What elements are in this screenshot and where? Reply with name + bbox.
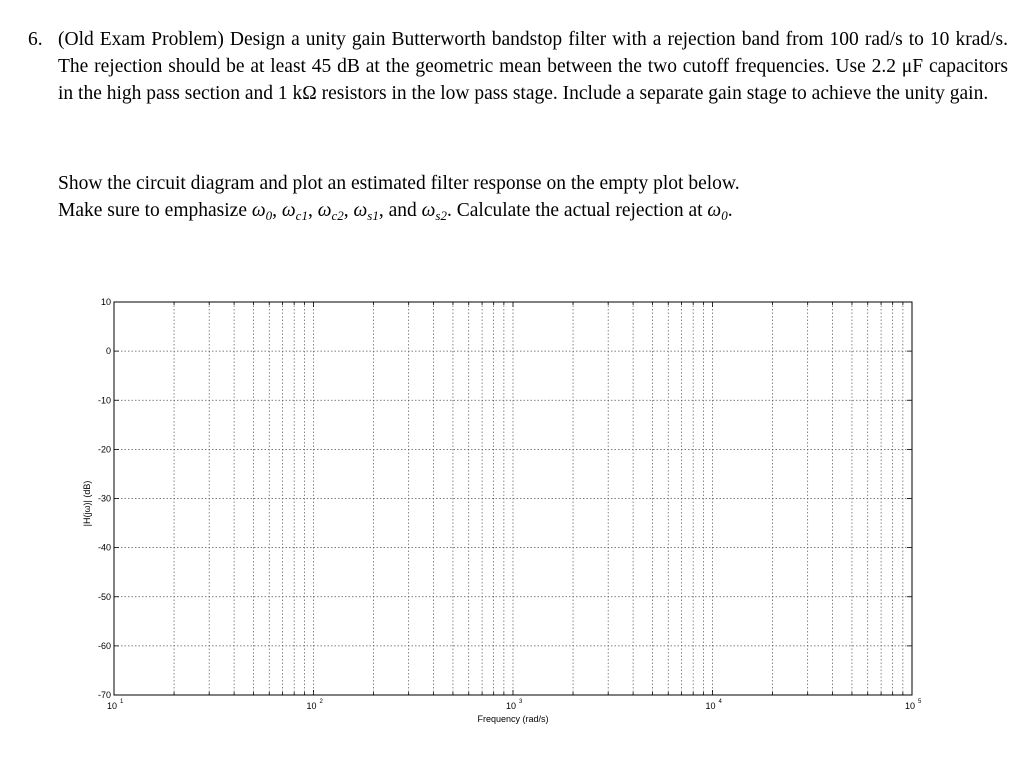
grid-major-lines xyxy=(114,302,912,695)
x-tick-label-exponent: 4 xyxy=(718,699,722,705)
x-tick-label: 10 xyxy=(705,701,716,711)
y-tick-label: -10 xyxy=(97,395,111,406)
y-tick-label: 10 xyxy=(100,297,111,307)
x-tick-labels xyxy=(107,699,922,711)
problem-text: (Old Exam Problem) Design a unity gain Butterworth bandstop filter with a rejection band from 100 rad/s to 10 krad/s. The rejection should be at least 45 dB at the geometric mean between the two cutoff frequencies. Use 2.2 μF capacitors in the high pass section and 1 kΩ resistors in the low pass stage. Include a separate gain stage to achieve the unity gain. xyxy=(58,29,1008,104)
x-tick-label: 10 xyxy=(306,701,317,711)
y-axis-title: |H(jω)| (dB) xyxy=(82,480,92,527)
y-tick-label: -70 xyxy=(97,690,111,700)
problem-number: 6. xyxy=(28,29,43,50)
omega-c2: $\omega_{c2}$ xyxy=(317,200,344,223)
omega-0-final: $\omega_0$ xyxy=(707,200,728,223)
separator-and: , and xyxy=(378,200,422,221)
period: . xyxy=(727,200,733,221)
x-tick-label-exponent: 3 xyxy=(519,699,523,705)
separator: , xyxy=(343,200,354,221)
y-tick-label: -20 xyxy=(97,444,111,455)
x-tick-label-exponent: 1 xyxy=(120,699,124,705)
instruction-line-2-prefix: Make sure to emphasize xyxy=(58,200,252,221)
omega-0: $\omega_0$ xyxy=(251,200,273,223)
y-tick-label: 0 xyxy=(105,346,111,357)
y-tick-label: -40 xyxy=(97,542,111,553)
omega-s1: $\omega_{s1}$ xyxy=(353,200,379,223)
omega-s2: $\omega_{s2}$ xyxy=(421,200,447,223)
separator: , xyxy=(272,200,282,221)
x-tick-label: 10 xyxy=(505,701,517,711)
separator: , xyxy=(307,200,318,221)
instruction-line-2-mid: . Calculate the actual rejection at xyxy=(446,200,708,221)
y-tick-label: -60 xyxy=(97,640,111,651)
x-tick-label: 10 xyxy=(106,701,118,711)
x-tick-label-exponent: 5 xyxy=(918,699,922,705)
omega-c1: $\omega_{c1}$ xyxy=(281,200,308,223)
x-tick-label: 10 xyxy=(904,701,916,711)
instruction-line-1: Show the circuit diagram and plot an estimated filter response on the empty plot below. xyxy=(58,173,740,194)
y-tick-label: -30 xyxy=(97,493,111,504)
y-tick-label: -50 xyxy=(97,591,111,602)
x-axis-title: Frequency (rad/s) xyxy=(477,714,549,724)
y-tick-labels xyxy=(98,297,111,700)
x-tick-label-exponent: 2 xyxy=(319,699,323,705)
